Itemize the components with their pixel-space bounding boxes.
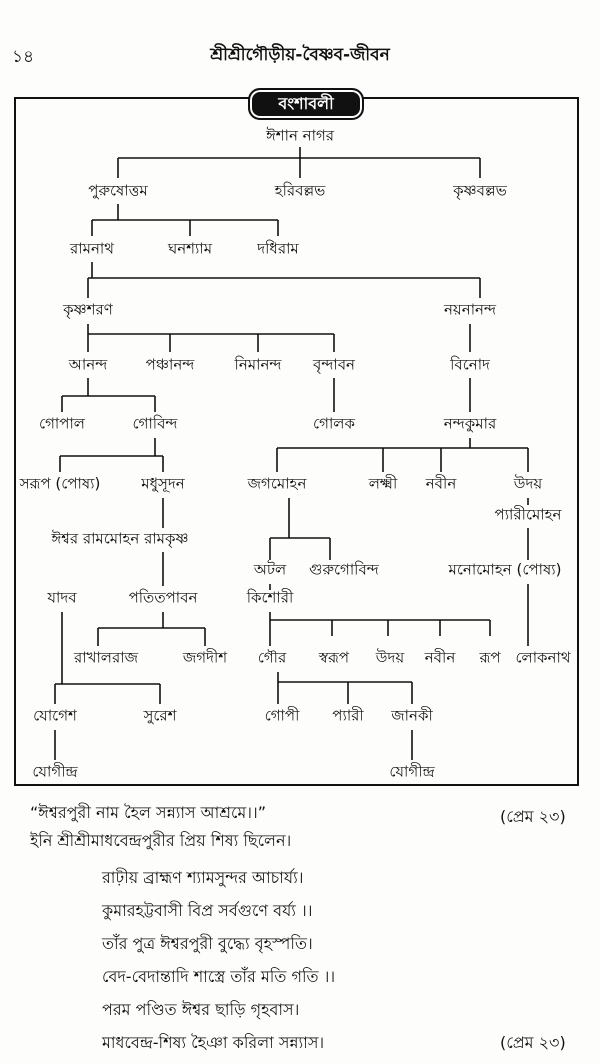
quote-line: “ঈশ্বরপুরী নাম হৈল সন্ন্যাস আশ্রমে।।” <box>30 803 267 822</box>
node-dadhiram: দধিরাম <box>257 239 299 258</box>
verse-line-6: মাধবেন্দ্র-শিষ্য হৈঞা করিলা সন্ন্যাস। <box>102 1033 325 1052</box>
verse-line-4: বেদ-বেদান্তাদি শাস্ত্রে তাঁর মতি গতি ।। <box>102 967 336 986</box>
reference-1: (প্রেম ২৩) <box>500 807 566 826</box>
node-uday: উদয় <box>513 474 543 493</box>
node-janaki: জানকী <box>391 706 433 725</box>
node-jogindra-2: যোগীন্দ্র <box>389 762 435 781</box>
node-lakshmi: লক্ষ্মী <box>368 474 398 493</box>
node-golok: গোলক <box>313 414 355 433</box>
node-ramnath: রামনাথ <box>70 239 114 258</box>
intro-line: ইনি শ্রীশ্রীমাধবেন্দ্রপুরীর প্রিয় শিষ্য ছিলেন। <box>30 831 292 850</box>
reference-2: (প্রেম ২৩) <box>500 1033 566 1052</box>
node-loknath: লোকনাথ <box>515 648 571 667</box>
node-uday-2: উদয় <box>375 648 405 667</box>
node-ananda: আনন্দ <box>68 355 108 374</box>
node-sarup: সরূপ (পোষ্য) <box>19 474 101 493</box>
verse-line-5: পরম পণ্ডিত ঈশ্বর ছাড়ি গৃহবাস। <box>102 1000 300 1019</box>
node-krishnasharan: কৃষ্ণশরণ <box>63 300 113 319</box>
node-jagamohan: জগমোহন <box>247 474 307 493</box>
node-gour: গৌর <box>257 648 287 667</box>
node-nimananda: নিমানন্দ <box>234 355 282 374</box>
node-krishnaballabh: কৃষ্ণবল্লভ <box>453 181 507 200</box>
node-nabin: নবীন <box>425 474 457 493</box>
node-pyarimohan: প্যারীমোহন <box>494 505 562 524</box>
node-panchanan: পঞ্চানন্দ <box>145 355 195 374</box>
node-gopi: গোপী <box>264 706 300 725</box>
node-ishwar-rammohan: ঈশ্বর রামমোহন রামকৃষ্ণ <box>51 529 189 548</box>
node-nayanananda: নয়নানন্দ <box>443 300 497 319</box>
node-manomohan: মনোমোহন (পোষ্য) <box>448 560 562 579</box>
node-suresh: সুরেশ <box>143 706 177 725</box>
verse-line-2: কুমারহট্টবাসী বিপ্র সর্বগুণে বর্য্য ।। <box>102 901 313 920</box>
node-swarup: স্বরূপ <box>318 648 350 667</box>
node-pyari: প্যারী <box>332 706 364 725</box>
node-rup: রূপ <box>479 648 501 667</box>
node-jagadish: জগদীশ <box>182 648 228 667</box>
node-kishori: কিশোরী <box>246 588 294 607</box>
node-gurugobinda: গুরুগোবিন্দ <box>309 560 379 579</box>
verse-line-3: তাঁর পুত্র ঈশ্বরপুরী বুদ্ধ্যে বৃহস্পতি। <box>102 934 313 953</box>
node-ghanashyam: ঘনশ্যাম <box>167 239 213 258</box>
page-number: ১৪ <box>12 47 35 67</box>
node-gopal: গোপাল <box>39 414 85 433</box>
node-ishan-nagar: ঈশান নাগর <box>265 126 335 145</box>
node-madhusudan: মধুসূদন <box>141 474 185 493</box>
page-title: শ্রীশ্রীগৌড়ীয়-বৈষ্ণব-জীবন <box>210 45 390 65</box>
node-nandakumar: নন্দকুমার <box>443 414 497 433</box>
node-jogindra-1: যোগীন্দ্র <box>32 762 78 781</box>
node-atal: অটল <box>253 560 287 579</box>
verse-line-1: রাঢ়ীয় ব্রাহ্মণ শ্যামসুন্দর আচার্য্য। <box>102 868 304 887</box>
node-jadab: যাদব <box>47 588 77 607</box>
genealogy-badge: বংশাবলী <box>248 88 364 120</box>
node-brindaban: বৃন্দাবন <box>312 355 356 374</box>
node-binod: বিনোদ <box>450 355 490 374</box>
node-gobinda: গোবিন্দ <box>132 414 178 433</box>
node-patitapaban: পতিতপাবন <box>128 588 198 607</box>
node-purushottam: পুরুষোত্তম <box>88 181 148 200</box>
node-haribollobh: হরিবল্লভ <box>274 181 326 200</box>
node-nabin-2: নবীন <box>424 648 456 667</box>
node-jogesh: যোগেশ <box>33 706 77 725</box>
node-rakhalraj: রাখালরাজ <box>74 648 138 667</box>
